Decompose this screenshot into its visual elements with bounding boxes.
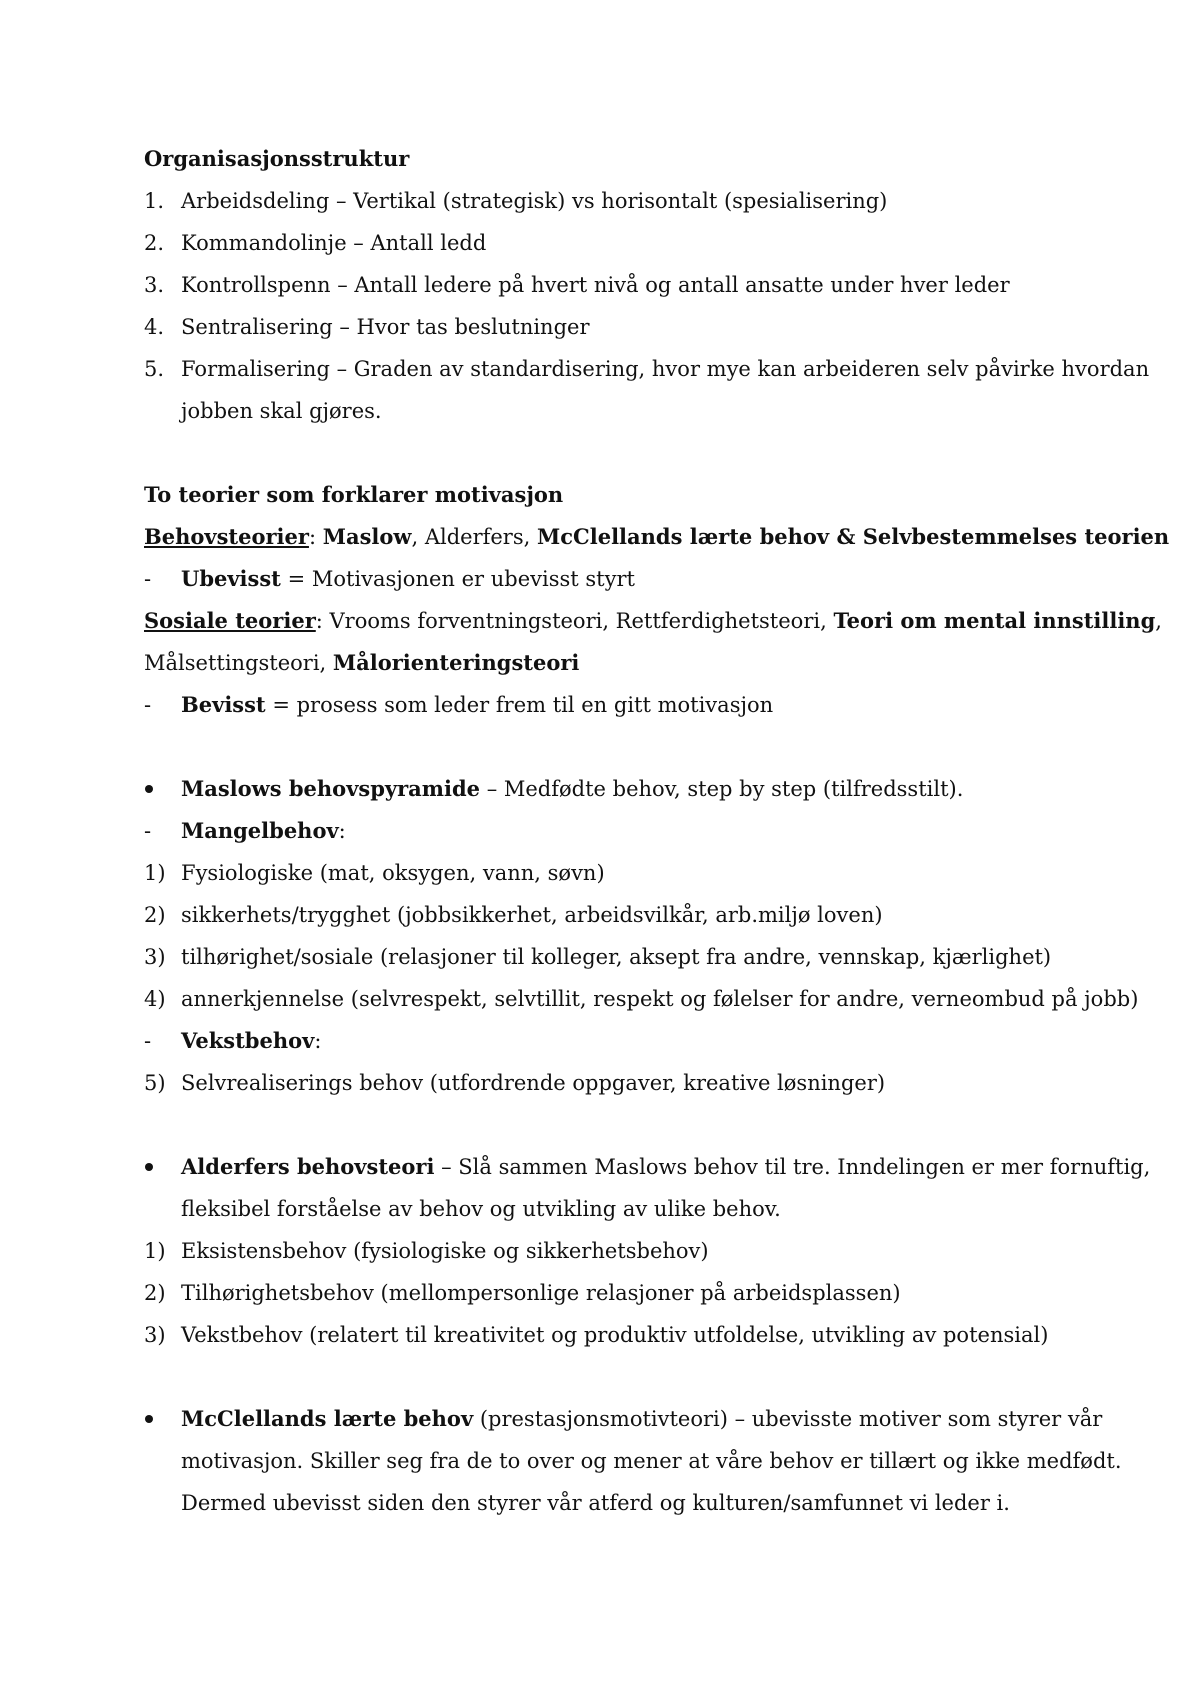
sosiale-desc: : Vrooms forventningsteori, Rettferdighetsteori, bbox=[315, 609, 834, 633]
behovsteorier-line bbox=[144, 516, 1170, 558]
bevisst-term: Bevisst bbox=[181, 692, 266, 717]
behovsteorier-text bbox=[144, 516, 1169, 558]
list-item-text: sikkerhets/trygghet (jobbsikkerhet, arbeidsvilkår, arb.miljø loven) bbox=[181, 903, 883, 927]
sosiale-line-2 bbox=[144, 642, 1074, 684]
dash-item-text bbox=[181, 810, 346, 852]
list-item-text: Vekstbehov (relatert til kreativitet og produktiv utfoldelse, utvikling av potensial) bbox=[181, 1323, 1049, 1347]
bullet-icon bbox=[145, 785, 153, 793]
colon: : bbox=[338, 819, 346, 843]
list-item bbox=[144, 1314, 1074, 1356]
list-item-text: Kontrollspenn – Antall ledere på hvert nivå og antall ansatte under hver leder bbox=[181, 273, 1010, 297]
behovsteorier-label: Behovsteorier bbox=[144, 524, 309, 549]
mcclelland-desc-line2: motivasjon. Skiller seg fra de to over og mener at våre behov er tillært og ikke medfødt. bbox=[181, 1449, 1122, 1473]
document-content bbox=[144, 138, 1170, 1524]
list-item-text: Sentralisering – Hvor tas beslutninger bbox=[181, 315, 590, 339]
list-marker: 1. bbox=[144, 189, 165, 213]
dash-item bbox=[144, 558, 1074, 600]
section-heading bbox=[144, 138, 1074, 180]
list-marker: 5. bbox=[144, 357, 165, 381]
list-item-text: Eksistensbehov (fysiologiske og sikkerhetsbehov) bbox=[181, 1239, 709, 1263]
vekstbehov-label: Vekstbehov bbox=[181, 1028, 315, 1053]
list-marker: 3. bbox=[144, 273, 165, 297]
list-item bbox=[144, 1272, 1074, 1314]
mcclellands-term: McClellands lærte behov & Selvbestemmelses teorien bbox=[536, 524, 1170, 549]
sosiale-text bbox=[144, 600, 1162, 642]
list-item-text: Fysiologiske (mat, oksygen, vann, søvn) bbox=[181, 861, 605, 885]
bullet-icon bbox=[145, 1415, 153, 1423]
list-marker: 2. bbox=[144, 231, 165, 255]
dash-item-text bbox=[181, 1020, 321, 1062]
alderfer-desc: – Slå sammen Maslows behov til tre. Inndelingen er mer fornuftig, bbox=[434, 1155, 1151, 1179]
mcclelland-desc: (prestasjonsmotivteori) – ubevisste motiver som styrer vår bbox=[473, 1407, 1103, 1431]
list-item-text: annerkjennelse (selvrespekt, selvtillit, respekt og følelser for andre, verneombud på jobb) bbox=[181, 987, 1139, 1011]
comma: , bbox=[1155, 609, 1162, 633]
list-item bbox=[144, 306, 1074, 348]
separator: : bbox=[308, 525, 323, 549]
list-marker: 1) bbox=[144, 861, 166, 885]
spacer bbox=[144, 726, 1074, 768]
list-marker: 3) bbox=[144, 945, 166, 969]
dash-marker: - bbox=[144, 819, 152, 843]
spacer bbox=[144, 1356, 1074, 1398]
section-heading bbox=[144, 474, 1074, 516]
bullet-item bbox=[144, 1146, 1151, 1188]
list-item bbox=[144, 264, 1074, 306]
bullet-item-continuation bbox=[144, 1188, 1074, 1230]
list-marker: 1) bbox=[144, 1239, 166, 1263]
mcclelland-title: McClellands lærte behov bbox=[181, 1406, 474, 1431]
dash-item-text bbox=[181, 684, 773, 726]
sosiale-text-2 bbox=[144, 642, 579, 684]
list-item bbox=[144, 180, 1074, 222]
maslow-desc: – Medfødte behov, step by step (tilfredsstilt). bbox=[480, 777, 964, 801]
sosiale-line bbox=[144, 600, 1162, 642]
list-item-text: Arbeidsdeling – Vertikal (strategisk) vs horisontalt (spesialisering) bbox=[181, 189, 888, 213]
section-heading-text: Organisasjonsstruktur bbox=[144, 146, 410, 171]
bullet-item-continuation bbox=[144, 1482, 1074, 1524]
malsetting-term: Målsettingsteori, bbox=[144, 651, 333, 675]
malorientering-term: Målorienteringsteori bbox=[332, 650, 580, 675]
list-marker: 3) bbox=[144, 1323, 166, 1347]
maslow-title: Maslows behovspyramide bbox=[181, 776, 481, 801]
bullet-icon bbox=[145, 1163, 153, 1171]
dash-marker: - bbox=[144, 1029, 152, 1053]
list-marker: 2) bbox=[144, 1281, 166, 1305]
ubevisst-term: Ubevisst bbox=[181, 566, 281, 591]
alderfers-term: , Alderfers, bbox=[411, 525, 537, 549]
mcclelland-desc-line3: Dermed ubevisst siden den styrer vår atferd og kulturen/samfunnet vi leder i. bbox=[181, 1491, 1010, 1515]
list-item-text: tilhørighet/sosiale (relasjoner til kolleger, aksept fra andre, vennskap, kjærlighet) bbox=[181, 945, 1052, 969]
spacer bbox=[144, 1104, 1074, 1146]
bullet-item-continuation bbox=[144, 1440, 1122, 1482]
list-item bbox=[144, 348, 1150, 390]
list-item-text: Selvrealiserings behov (utfordrende oppgaver, kreative løsninger) bbox=[181, 1071, 886, 1095]
list-item bbox=[144, 894, 1074, 936]
list-item-text: jobben skal gjøres. bbox=[181, 399, 382, 423]
spacer bbox=[144, 432, 1074, 474]
list-marker: 5) bbox=[144, 1071, 166, 1095]
mental-innstilling-term: Teori om mental innstilling bbox=[833, 608, 1156, 633]
dash-item-text bbox=[181, 558, 635, 600]
list-item-continuation bbox=[144, 390, 1074, 432]
colon: : bbox=[314, 1029, 322, 1053]
dash-item bbox=[144, 684, 1074, 726]
list-item bbox=[144, 852, 1074, 894]
dash-item bbox=[144, 810, 1074, 852]
bevisst-desc: = prosess som leder frem til en gitt motivasjon bbox=[265, 693, 774, 717]
bullet-item-text bbox=[181, 768, 963, 810]
alderfer-title: Alderfers behovsteori bbox=[181, 1154, 435, 1179]
list-item-text: Tilhørighetsbehov (mellompersonlige relasjoner på arbeidsplassen) bbox=[181, 1281, 901, 1305]
list-marker: 4) bbox=[144, 987, 166, 1011]
list-item bbox=[144, 978, 1139, 1020]
list-item-text: Kommandolinje – Antall ledd bbox=[181, 231, 487, 255]
list-item bbox=[144, 222, 1074, 264]
alderfer-desc-cont: fleksibel forståelse av behov og utvikling av ulike behov. bbox=[181, 1197, 781, 1221]
list-marker: 2) bbox=[144, 903, 166, 927]
bullet-item bbox=[144, 1398, 1103, 1440]
dash-marker: - bbox=[144, 693, 152, 717]
list-item-text: Formalisering – Graden av standardisering, hvor mye kan arbeideren selv påvirke hvordan bbox=[181, 357, 1150, 381]
list-item bbox=[144, 1062, 1074, 1104]
bullet-item-text bbox=[181, 1398, 1102, 1440]
ubevisst-desc: = Motivasjonen er ubevisst styrt bbox=[280, 567, 635, 591]
list-marker: 4. bbox=[144, 315, 165, 339]
list-item bbox=[144, 936, 1074, 978]
list-item bbox=[144, 1230, 1074, 1272]
sosiale-label: Sosiale teorier bbox=[144, 608, 316, 633]
bullet-item bbox=[144, 768, 1074, 810]
section-heading-text: To teorier som forklarer motivasjon bbox=[144, 482, 564, 507]
dash-marker: - bbox=[144, 567, 152, 591]
mangelbehov-label: Mangelbehov bbox=[181, 818, 339, 843]
dash-item bbox=[144, 1020, 1074, 1062]
maslow-term: Maslow bbox=[322, 524, 412, 549]
bullet-item-text bbox=[181, 1146, 1150, 1188]
